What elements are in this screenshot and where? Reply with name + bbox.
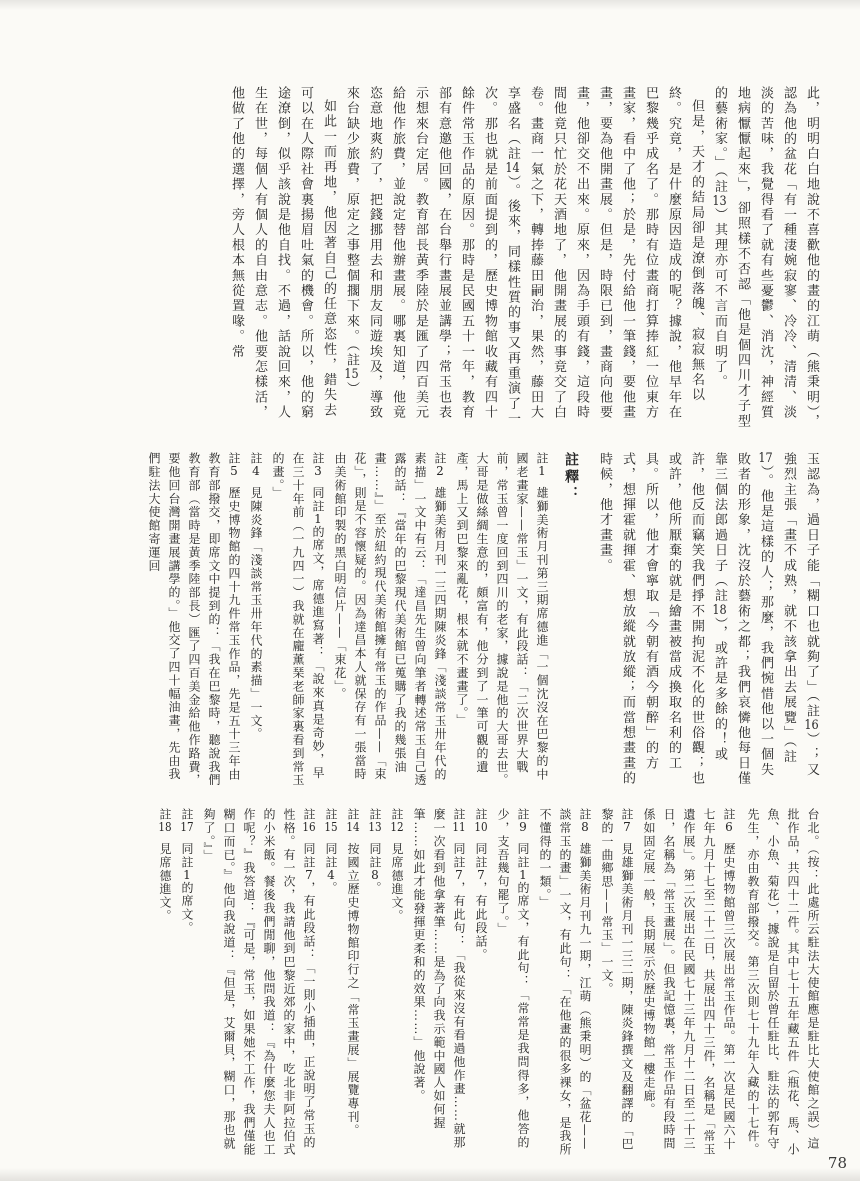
note-16-label: 註16 bbox=[302, 808, 316, 834]
note-8-label: 註8 bbox=[578, 808, 592, 834]
note-12-text: 見席德進文。 bbox=[390, 842, 404, 923]
note-10-label: 註10 bbox=[474, 808, 488, 834]
note-6-label: 註6 bbox=[722, 808, 736, 834]
note-7-text: 見雄獅美術月刊一三二期，陳炎鋒撰文及翻譯的「巴黎的一曲鄉思——常玉」一文。 bbox=[600, 808, 634, 1151]
note-18-text: 見席德進文。 bbox=[158, 842, 172, 923]
note-14-text: 按國立歷史博物館印行之「常玉畫展」展覽專刊。 bbox=[346, 842, 360, 1138]
note-7-label: 註7 bbox=[620, 808, 634, 834]
note-17-text: 同註1的席文。 bbox=[180, 842, 194, 935]
note-18 bbox=[155, 808, 175, 1160]
notes-upper-band bbox=[55, 452, 823, 792]
note-12-label: 註12 bbox=[390, 808, 404, 834]
note-12 bbox=[387, 808, 407, 1160]
note-4-text: 見陳炎鋒「淺談常玉卅年代的素描」一文。 bbox=[249, 486, 263, 742]
note-6 bbox=[639, 808, 739, 1160]
note-5-text: 歷史博物館的四十九件常玉作品，先是五十三年由教育部撥交，即席文中提到的：「我在巴黎時，聽說我們教育部（當時是黃季陸部長）匯了四百美金給他作路費，要他回台灣開畫展講學的。」他交了四十幅油畫，先由我們駐法大使館寄運回 bbox=[147, 452, 241, 787]
page-number: 78 bbox=[827, 1154, 847, 1172]
note-3-text: 同註1的席文，席德進寫著：「說來真是奇妙，早在三十年前（一九四一）我就在龐薰琹老師家裏看到常玉的畫。」 bbox=[271, 452, 325, 787]
note-18-label: 註18 bbox=[158, 808, 172, 834]
note-15-label: 註15 bbox=[324, 808, 338, 834]
notes-lower-band bbox=[55, 808, 823, 1160]
note-9-label: 註9 bbox=[516, 808, 530, 834]
note-14-label: 註14 bbox=[346, 808, 360, 834]
note-2 bbox=[330, 452, 450, 792]
note-7 bbox=[597, 808, 637, 1160]
note-8 bbox=[535, 808, 595, 1160]
note-9 bbox=[493, 808, 533, 1160]
note-4-label: 註4 bbox=[249, 452, 263, 478]
note-5 bbox=[144, 452, 244, 792]
note-3-label: 註3 bbox=[311, 452, 325, 478]
note-13 bbox=[365, 808, 385, 1160]
note-15 bbox=[321, 808, 341, 1160]
note-11 bbox=[409, 808, 469, 1160]
note-15-text: 同註4。 bbox=[324, 842, 338, 895]
note-16-text: 同註7，有此段話：「一則小插曲，正說明了常玉的性格。有一次，我請他到巴黎近郊的家中，吃北非阿拉伯式的小米飯。餐後我們閒聊，他問我道：『為什麼您夫人也工作呢？』我答道：『可是，常玉，如果她不工作，我們僅能糊口而已。』他向我說道：『但是，艾爾貝，糊口，那也就夠了。』」 bbox=[202, 808, 316, 1157]
note-13-text: 同註8。 bbox=[368, 842, 382, 895]
note-2-label: 註2 bbox=[433, 452, 447, 478]
note-1 bbox=[452, 452, 552, 792]
note-11-label: 註11 bbox=[452, 808, 466, 834]
note-17 bbox=[177, 808, 197, 1160]
note-8-text: 雄獅美術月刊九一期，江萌（熊秉明）的「盆花——談常玉的畫」一文，有此句：「在他畫的很多裸女，是我所不懂得的一類。」 bbox=[538, 808, 592, 1157]
note-1-text: 雄獅美術月刊第三期席德進「一個沈沒在巴黎的中國老畫家——常玉」一文，有此段話：「二次世界大戰前，常玉曾一度回到四川的老家，據說是他的大哥去世。大哥是做絲綢生意的，頗富有，他分到了一筆可觀的遺產，馬上又到巴黎來亂花，根本就不畫畫了。」 bbox=[455, 452, 549, 787]
note-9-text: 同註1的席文，有此句：「常常是我問得多，他答的少，支吾幾句罷了。」 bbox=[496, 808, 530, 1150]
note-5-continued: 台北。（按：此處所云駐法大使館應是駐比大使館之誤）這批作品，共四十二件。其中七十五年藏五件（瓶花、馬、小魚、小魚、菊花），據說是自留於曾任駐比、駐法的郭有守先生，亦由教育部撥交。第三次則七十九年入藏的十七件。 bbox=[746, 808, 820, 1157]
notes-section-title: 註釋： bbox=[563, 452, 579, 503]
main-paragraph-3-continued: 玉認為，過日子能「糊口也就夠了」（註16）；又強烈主張「畫不成熟，就不該拿出去展覽」（註17）。他是這樣的人；那麼，我們惋惜他以一個失敗者的形象，沈沒於藝術之都；我們哀憐他每日僅靠三個法郎過日子（註18），或許是多餘的！或許，他反而竊笑我們掙不開拘泥不化的世俗觀；也或許，他所厭棄的就是繪畫被當成換取名利的工具。所以，他才會寧取「今朝有酒今朝醉」的方式，想揮霍就揮霍、想放縱就放縱；而當想畫畫的時候，他才畫畫。 bbox=[597, 452, 819, 787]
main-paragraph-1: 此，明明白白地說不喜歡他的畫的江萌（熊秉明），認為他的盆花「有一種淒婉寂寥、冷冷、清清、淡淡的苦味，我覺得看了就有些憂鬱、消沈，神經質地病懨懨起來」，卻照樣不否認「他是個四川才子型的藝術家。」（註13）其理亦可不言而自明了。 bbox=[712, 86, 819, 430]
note-2-text: 雄獅美術月刊一三四期陳炎鋒「淺談常玉卅年代的素描」一文中有云：「達昌先生曾向筆者轉述常玉自己透露的話：『當年的巴黎現代美術館已蒐購了我的幾張油畫……』」至於紐約現代美術館擁有常玉的作品——「束花」，則是不容懷疑的。因為達昌本人就保存有一張當時由美術館印製的黑白明信片——「束花」。 bbox=[333, 452, 447, 787]
note-10 bbox=[471, 808, 491, 1160]
note-14 bbox=[343, 808, 363, 1160]
note-1-label: 註1 bbox=[535, 452, 549, 478]
note-3 bbox=[268, 452, 328, 792]
note-13-label: 註13 bbox=[368, 808, 382, 834]
note-4 bbox=[246, 452, 266, 792]
note-16 bbox=[199, 808, 319, 1160]
note-17-label: 註17 bbox=[180, 808, 194, 834]
main-paragraph-2: 但是，天才的結局卻是潦倒落魄、寂寂無名以終。究竟，是什麼原因造成的呢？據說，他早年在巴黎幾乎成名了。那時有位畫商打算捧紅一位東方畫家，看中了他；於是，先付給他一筆錢，要他畫畫，要為他開畫展。但是，時限已到，畫商向他要畫，他卻交不出來。原來，因為手頭有錢，這段時間他竟只忙於花天酒地了，他開畫展的事竟交了白卷。畫商一氣之下，轉捧藤田嗣治，果然，藤田大享盛名（註14）。後來，同樣性質的事又再重演了一次。那也就是前面提到的，歷史博物館收藏有四十餘件常玉作品的原因。那時是民國五十一年，教育部有意邀他回國，在台舉行畫展並講學；常玉也表示想來台定居。教育部長黃季陸於是匯了四百美元給他作旅費，並說定替他辦畫展。哪裏知道，他竟恣意地爽約了，把錢挪用去和朋友同遊埃及，導致來台缺少旅費，原定之事整個擱下來。（註15） bbox=[344, 86, 704, 427]
note-5-label: 註5 bbox=[227, 452, 241, 478]
note-6-text: 歷史博物館曾三次展出常玉作品。第一次是民國六十七年九月十七至二十二日，共展出四十三件，名稱是「常玉遺作展」。第二次展出在民國七十三年九月十二日至二十三日，名稱為「常玉畫展」。但我記憶裏，常玉作品有段時間係如固定展一般，長期展示於歷史博物館一樓走廊。 bbox=[642, 808, 736, 1157]
note-10-text: 同註7，有此段話。 bbox=[474, 842, 488, 962]
note-11-text: 同註7，有此句：「我從來沒有看過他作畫……就那麼一次看到他拿著筆……是為了向我示範中國人如何握筆……如此才能發揮更柔和的效果……」他說著。 bbox=[412, 808, 466, 1150]
main-paragraph-3: 如此一而再地，他因著自己的任意恣性，錯失去可以在人際社會裏揚眉吐氣的機會。所以，他的窮途潦倒，似乎該說是他自找。不過，話說回來，人生在世，每個人有個人的自由意志。他要怎樣活，他做了他的選擇，旁人根本無從置喙。常 bbox=[229, 86, 336, 421]
main-text-upper-band bbox=[55, 86, 823, 432]
